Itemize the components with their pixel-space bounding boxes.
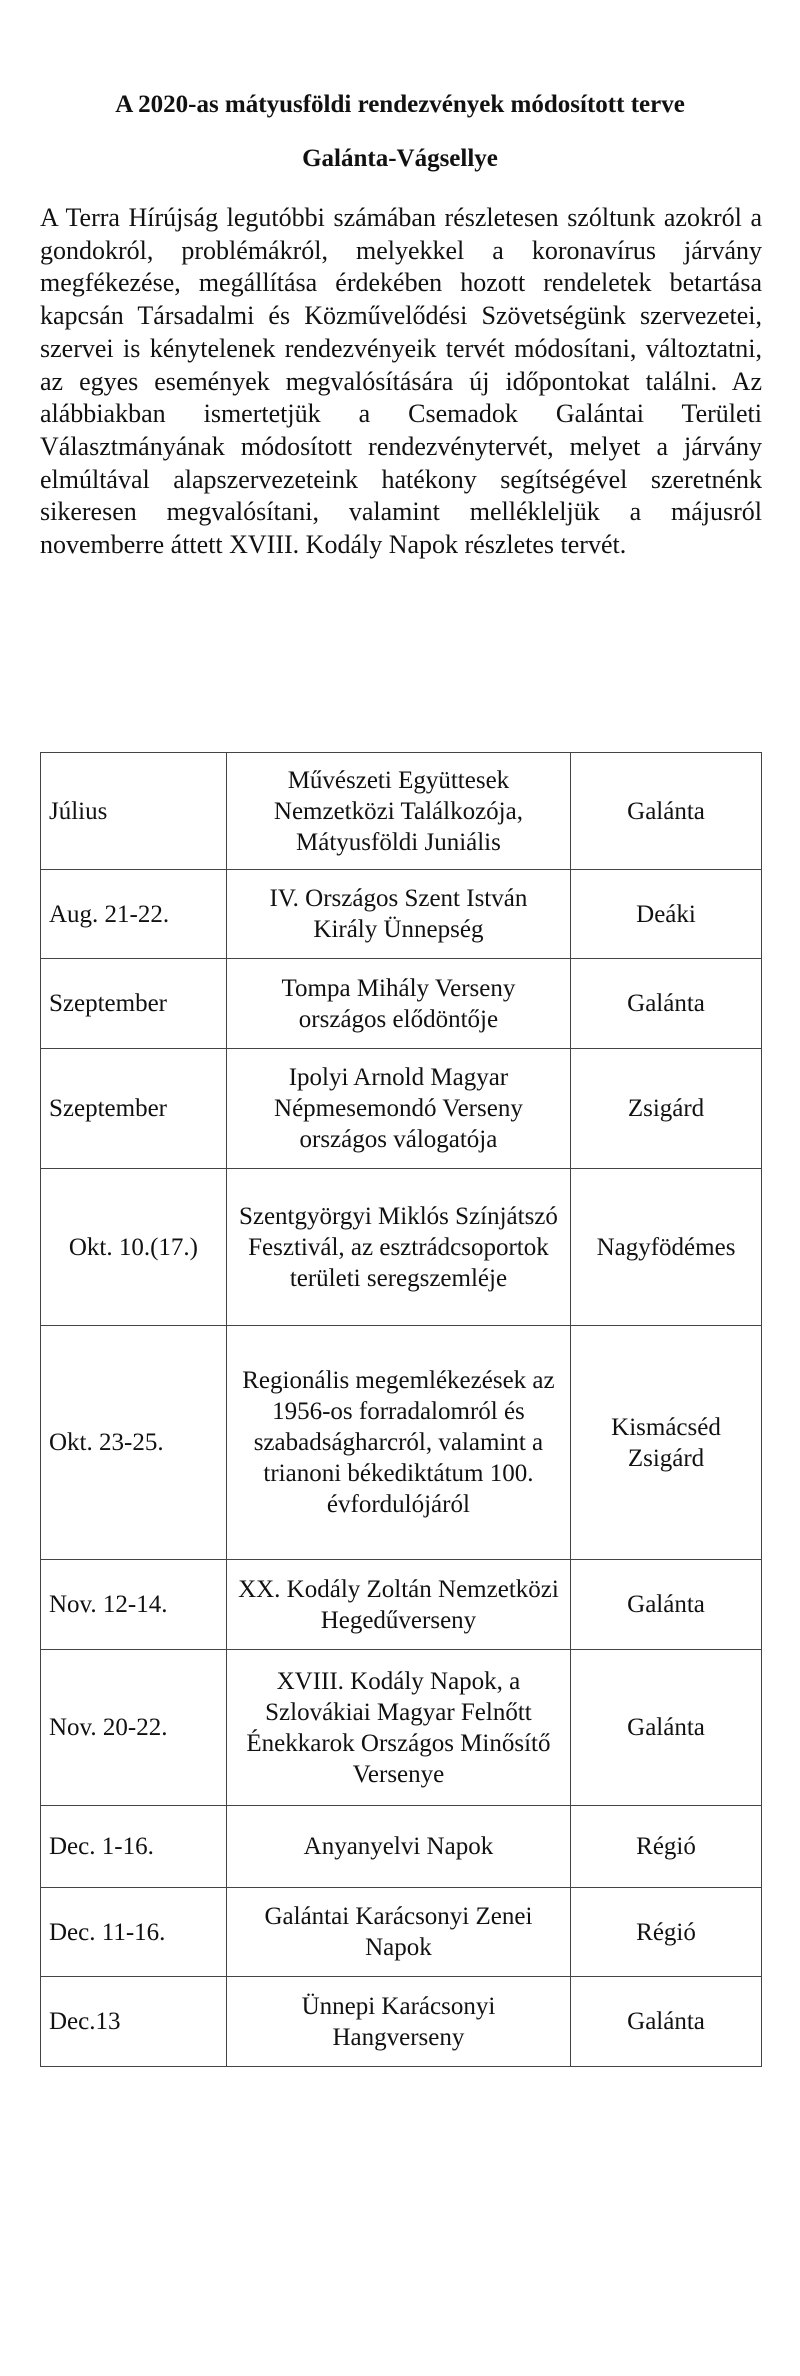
- event-place: Deáki: [571, 870, 762, 959]
- event-name: XVIII. Kodály Napok, a Szlovákiai Magyar Felnőtt Énekkarok Országos Minősítő Versenye: [226, 1650, 570, 1806]
- event-place: Galánta: [571, 1977, 762, 2067]
- document-title: A 2020-as mátyusföldi rendezvények módosított terve: [115, 91, 685, 118]
- event-name: Művészeti Együttesek Nemzetközi Találkozója, Mátyusföldi Juniális: [226, 753, 570, 870]
- event-date: Dec.13: [41, 1977, 227, 2067]
- event-place: Galánta: [571, 959, 762, 1049]
- table-row: [41, 1560, 762, 1650]
- table-row: [41, 753, 762, 870]
- event-place: Régió: [571, 1888, 762, 1977]
- event-name: Anyanyelvi Napok: [226, 1806, 570, 1888]
- intro-paragraph: A Terra Hírújság legutóbbi számában részletesen szóltunk azokról a gondokról, problémákról, melyekkel a koronavírus járvány megfékezése, megállítása érdekében hozott rendeletek betartása kapcsán Társadalmi és Közművelődési Szövetségünk szervezetei, szervei is kénytelenek rendezvényeik tervét módosítani, változtatni, az egyes események megvalósítására új időpontokat találni. Az alábbiakban ismertetjük a Csemadok Galántai Területi Választmányának módosított rendezvénytervét, melyet a járvány elmúltával alapszervezeteink hatékony segítségével szeretnénk sikeresen megvalósítani, valamint mellékleljük a májusról novemberre áttett XVIII. Kodály Napok részletes tervét.: [40, 203, 762, 560]
- event-place: Galánta: [571, 1650, 762, 1806]
- table-row: [41, 1169, 762, 1326]
- event-place: Kismácséd Zsigárd: [571, 1326, 762, 1560]
- event-date: Dec. 11-16.: [41, 1888, 227, 1977]
- event-date: Július: [41, 753, 227, 870]
- event-place: Zsigárd: [571, 1049, 762, 1169]
- table-row: [41, 1326, 762, 1560]
- table-row: [41, 1888, 762, 1977]
- table-row: [41, 959, 762, 1049]
- event-date: Szeptember: [41, 959, 227, 1049]
- table-row: [41, 1806, 762, 1888]
- table-row: [41, 870, 762, 959]
- event-date: Okt. 23-25.: [41, 1326, 227, 1560]
- event-name: Ipolyi Arnold Magyar Népmesemondó Verseny országos válogatója: [226, 1049, 570, 1169]
- event-date: Nov. 12-14.: [41, 1560, 227, 1650]
- event-place: Galánta: [571, 1560, 762, 1650]
- event-date: Szeptember: [41, 1049, 227, 1169]
- event-place: Galánta: [571, 753, 762, 870]
- document-subtitle: Galánta-Vágsellye: [302, 145, 498, 172]
- table-row: [41, 1650, 762, 1806]
- event-name: Ünnepi Karácsonyi Hangverseny: [226, 1977, 570, 2067]
- event-date: Aug. 21-22.: [41, 870, 227, 959]
- event-name: XX. Kodály Zoltán Nemzetközi Hegedűverseny: [226, 1560, 570, 1650]
- event-date: Nov. 20-22.: [41, 1650, 227, 1806]
- event-name: Regionális megemlékezések az 1956-os forradalomról és szabadságharcról, valamint a trianoni békediktátum 100. évfordulójáról: [226, 1326, 570, 1560]
- event-name: Galántai Karácsonyi Zenei Napok: [226, 1888, 570, 1977]
- event-name: Szentgyörgyi Miklós Színjátszó Fesztivál, az esztrádcsoportok területi seregszemléje: [226, 1169, 570, 1326]
- event-place: Régió: [571, 1806, 762, 1888]
- table-row: [41, 1049, 762, 1169]
- events-table: [40, 752, 762, 2067]
- table-row: [41, 1977, 762, 2067]
- event-name: Tompa Mihály Verseny országos elődöntője: [226, 959, 570, 1049]
- event-name: IV. Országos Szent István Király Ünnepség: [226, 870, 570, 959]
- event-date: Dec. 1-16.: [41, 1806, 227, 1888]
- event-date: Okt. 10.(17.): [41, 1169, 227, 1326]
- event-place: Nagyfödémes: [571, 1169, 762, 1326]
